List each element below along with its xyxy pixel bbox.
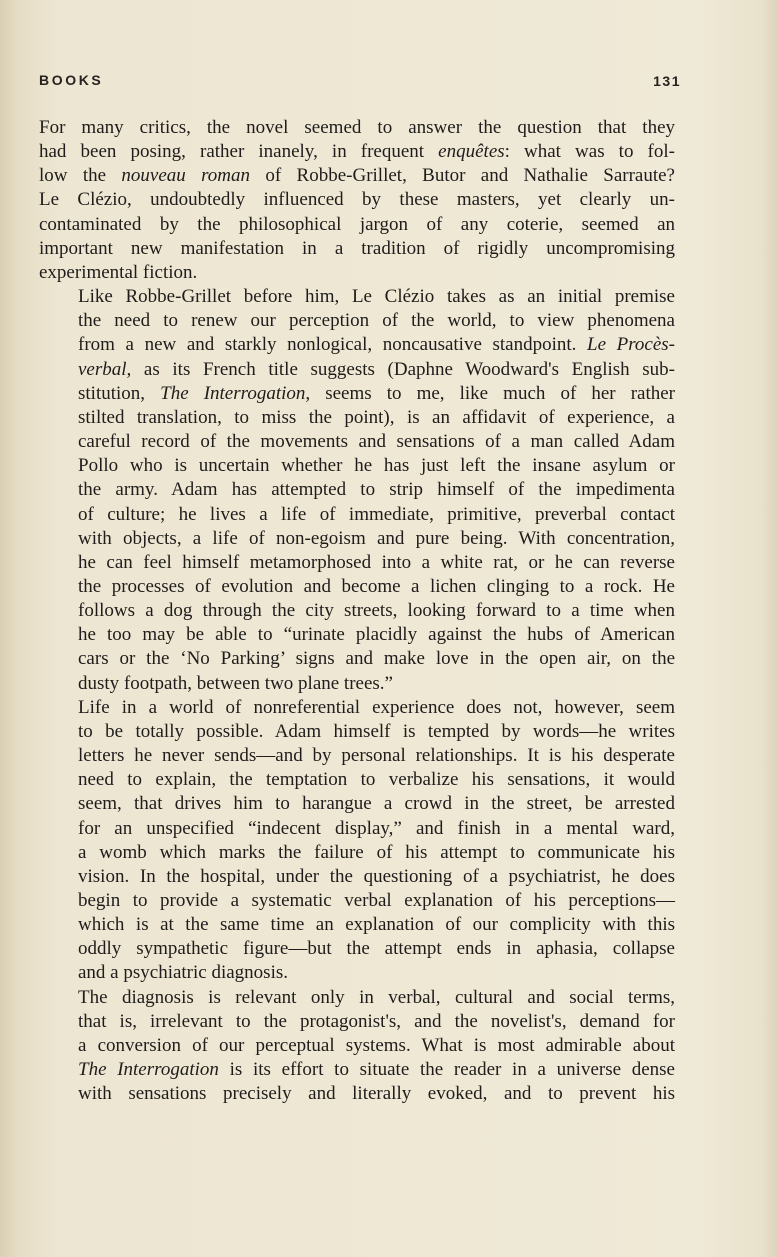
text-line: [39, 358, 675, 382]
text-run: to be totally possible. Adam himself is tempted by words—he writes: [78, 720, 675, 742]
text-run: Like Robbe-Grillet before him, Le Clézio takes as an initial premise: [78, 286, 675, 308]
text-line: [39, 406, 675, 430]
text-line: [39, 672, 675, 696]
text-line: [39, 309, 675, 333]
text-run: oddly sympathetic figure—but the attempt ends in aphasia, collapse: [78, 938, 675, 960]
text-line: [39, 551, 675, 575]
text-run: the need to renew our perception of the world, to view phenomena: [78, 310, 675, 332]
text-run: careful record of the movements and sensations of a man called Adam: [78, 431, 675, 453]
text-line: [39, 430, 675, 454]
text-line: [39, 623, 675, 647]
text-line: [39, 937, 675, 961]
text-run: stilted translation, to miss the point), is an affidavit of experience, a: [78, 406, 675, 428]
text-line: [39, 744, 675, 768]
text-line: [39, 1058, 675, 1082]
text-line: [39, 792, 675, 816]
text-line: [39, 889, 675, 913]
running-head: [39, 72, 681, 94]
paragraph: [39, 696, 675, 986]
italic-text: verbal,: [78, 358, 132, 380]
text-run: that is, irrelevant to the protagonist's, and the novelist's, demand for: [78, 1010, 675, 1032]
text-line: [39, 865, 675, 889]
text-run: of Robbe-Grillet, Butor and Nathalie Sarraute?: [250, 165, 675, 187]
text-run: from a new and starkly nonlogical, noncausative standpoint.: [78, 334, 588, 356]
text-line: [39, 961, 675, 985]
text-run: experimental fiction.: [39, 261, 198, 283]
text-run: with sensations precisely and literally evoked, and to prevent his: [78, 1083, 675, 1105]
italic-text: The Interrogation: [78, 1059, 219, 1081]
text-run: Life in a world of nonreferential experience does not, however, seem: [78, 696, 675, 718]
text-run: cars or the ‘No Parking’ signs and make love in the open air, on the: [78, 648, 675, 670]
text-line: [39, 140, 675, 164]
text-run: begin to provide a systematic verbal explanation of his perceptions—: [78, 890, 675, 911]
paragraph: [39, 116, 675, 285]
text-line: [39, 213, 675, 237]
text-run: : what was to fol-: [504, 141, 675, 163]
text-run: Pollo who is uncertain whether he has just left the insane asylum or: [78, 455, 675, 477]
body-text: [39, 116, 675, 1106]
text-line: [39, 986, 675, 1010]
text-line: [39, 164, 675, 188]
text-line: [39, 188, 675, 212]
text-line: [39, 1034, 675, 1058]
text-run: important new manifestation in a tradition of rigidly uncompromising: [39, 237, 675, 259]
text-run: the processes of evolution and become a lichen clinging to a rock. He: [78, 575, 675, 597]
text-run: he can feel himself metamorphosed into a white rat, or he can reverse: [78, 551, 675, 573]
text-run: stitution,: [78, 382, 161, 404]
text-run: need to explain, the temptation to verbalize his sensations, it would: [78, 769, 675, 791]
paragraph: [39, 285, 675, 696]
text-line: [39, 575, 675, 599]
text-line: [39, 841, 675, 865]
text-line: [39, 1082, 675, 1106]
text-run: letters he never sends—and by personal relationships. It is his desperate: [78, 745, 675, 767]
text-line: [39, 454, 675, 478]
text-run: Le Clézio, undoubtedly influenced by these masters, yet clearly un-: [39, 189, 675, 211]
italic-text: enquêtes: [438, 141, 505, 163]
text-run: dusty footpath, between two plane trees.”: [78, 672, 393, 694]
text-line: [39, 1010, 675, 1034]
italic-text: The Interrogation,: [160, 382, 311, 404]
text-line: [39, 503, 675, 527]
text-run: of culture; he lives a life of immediate, primitive, preverbal contact: [78, 503, 675, 525]
text-line: [39, 116, 675, 140]
text-run: For many critics, the novel seemed to answer the question that they: [39, 117, 675, 138]
text-line: [39, 261, 675, 285]
text-run: a conversion of our perceptual systems. What is most admirable about: [78, 1034, 675, 1056]
text-line: [39, 478, 675, 502]
italic-text: Le Procès-: [587, 334, 675, 356]
text-run: seems to me, like much of her rather: [310, 382, 676, 404]
text-run: had been posing, rather inanely, in frequent: [39, 141, 439, 163]
section-title: BOOKS: [39, 72, 104, 88]
text-run: he too may be able to “urinate placidly against the hubs of American: [78, 624, 675, 646]
text-run: follows a dog through the city streets, looking forward to a time when: [78, 600, 675, 622]
page-number: 131: [653, 73, 681, 89]
text-line: [39, 817, 675, 841]
text-line: [39, 913, 675, 937]
text-line: [39, 527, 675, 551]
text-run: with objects, a life of non-egoism and pure being. With concentration,: [78, 527, 675, 549]
text-run: contaminated by the philosophical jargon of any coterie, seemed an: [39, 213, 675, 235]
text-run: seem, that drives him to harangue a crowd in the street, be arrested: [78, 793, 675, 815]
text-line: [39, 285, 675, 309]
text-run: low the: [39, 165, 122, 187]
text-run: the army. Adam has attempted to strip himself of the impedimenta: [78, 479, 675, 501]
text-run: which is at the same time an explanation of our complicity with this: [78, 914, 675, 936]
text-run: a womb which marks the failure of his attempt to communicate his: [78, 841, 675, 863]
text-line: [39, 647, 675, 671]
text-run: is its effort to situate the reader in a universe dense: [218, 1059, 675, 1081]
text-run: The diagnosis is relevant only in verbal, cultural and social terms,: [78, 986, 675, 1008]
text-line: [39, 333, 675, 357]
text-line: [39, 237, 675, 261]
text-line: [39, 720, 675, 744]
italic-text: nouveau roman: [121, 165, 251, 187]
text-run: and a psychiatric diagnosis.: [78, 962, 289, 984]
text-line: [39, 696, 675, 720]
paragraph: [39, 986, 675, 1107]
text-line: [39, 382, 675, 406]
text-line: [39, 768, 675, 792]
text-run: for an unspecified “indecent display,” and finish in a mental ward,: [78, 817, 675, 839]
text-line: [39, 599, 675, 623]
text-run: as its French title suggests (Daphne Woodward's English sub-: [131, 358, 675, 380]
text-run: vision. In the hospital, under the questioning of a psychiatrist, he does: [78, 865, 675, 887]
